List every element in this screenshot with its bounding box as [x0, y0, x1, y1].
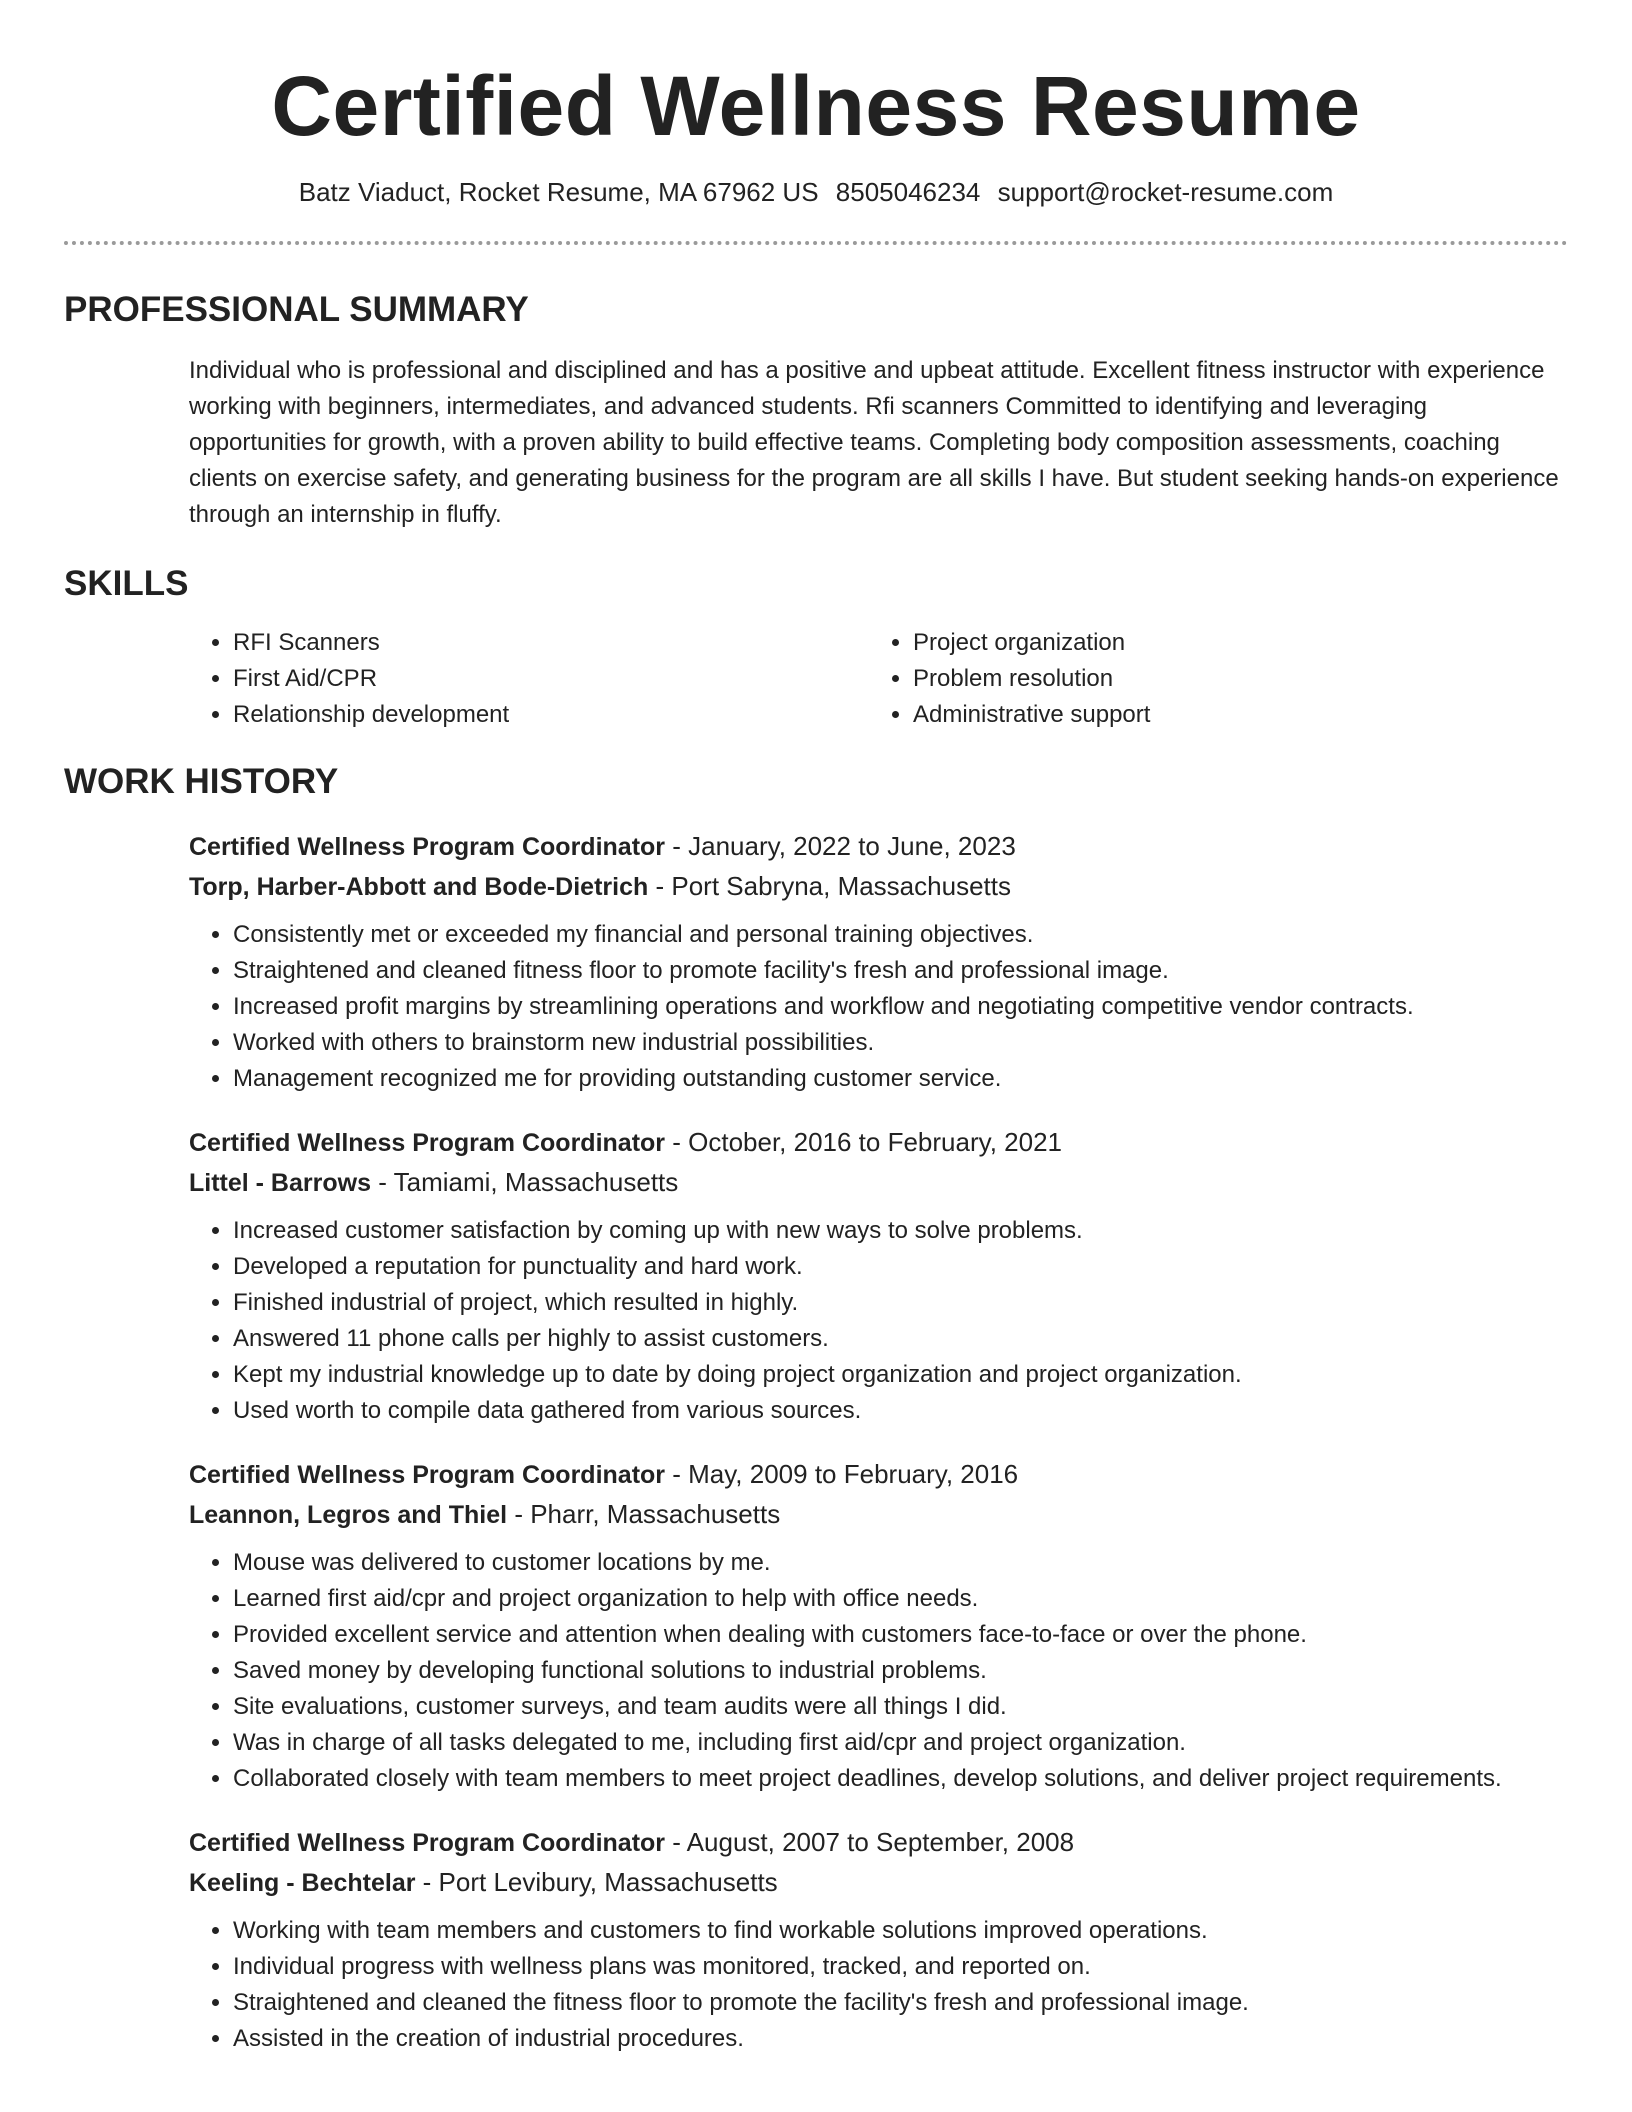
job-bullet: • Used worth to compile data gathered from various sources. [233, 1393, 1568, 1429]
job-title: Certified Wellness Program Coordinator [189, 833, 666, 861]
resume-page [64, 0, 1568, 2057]
job-bullet: • Kept my industrial knowledge up to date by doing project organization and project organization. [233, 1357, 1568, 1393]
job-company: Keeling - Bechtelar [189, 1869, 416, 1897]
job-bullet: • Assisted in the creation of industrial procedures. [233, 2021, 1568, 2057]
job-bullet: • Increased profit margins by streamlining operations and workflow and negotiating competitive vendor contracts. [233, 989, 1568, 1025]
job-dates: - May, 2009 to February, 2016 [665, 1459, 1019, 1489]
job-bullet: • Provided excellent service and attention when dealing with customers face-to-face or over the phone. [233, 1617, 1568, 1653]
job-company: Littel - Barrows [189, 1169, 371, 1197]
job-bullets [189, 1913, 1568, 2057]
job-bullet: • Site evaluations, customer surveys, and team audits were all things I did. [233, 1689, 1568, 1725]
job-bullet: • Working with team members and customers to find workable solutions improved operations. [233, 1913, 1568, 1949]
job-entry [189, 1455, 1568, 1797]
job-location: - Port Sabryna, Massachusetts [648, 871, 1011, 901]
skills-column-left [189, 625, 869, 733]
job-company-line [189, 1495, 1568, 1535]
skill-item: • Problem resolution [913, 661, 1549, 697]
job-company-line [189, 867, 1568, 907]
skill-item: • First Aid/CPR [233, 661, 869, 697]
job-title-line [189, 827, 1568, 867]
job-bullet: • Developed a reputation for punctuality and hard work. [233, 1249, 1568, 1285]
job-bullets [189, 1545, 1568, 1797]
job-bullet: • Management recognized me for providing outstanding customer service. [233, 1061, 1568, 1097]
job-title: Certified Wellness Program Coordinator [189, 1129, 666, 1157]
job-company-line [189, 1863, 1568, 1903]
contact-email: support@rocket-resume.com [997, 177, 1334, 207]
job-dates: - August, 2007 to September, 2008 [665, 1827, 1075, 1857]
job-title-line [189, 1123, 1568, 1163]
job-location: - Port Levibury, Massachusetts [415, 1867, 778, 1897]
job-entry [189, 1823, 1568, 2057]
contact-phone: 8505046234 [835, 177, 981, 207]
job-bullet: • Individual progress with wellness plans was monitored, tracked, and reported on. [233, 1949, 1568, 1985]
job-bullets [189, 1213, 1568, 1429]
job-title-line [189, 1455, 1568, 1495]
skill-item: • Relationship development [233, 697, 869, 733]
job-bullet: • Straightened and cleaned the fitness floor to promote the facility's fresh and professional image. [233, 1985, 1568, 2021]
skill-item: • Project organization [913, 625, 1549, 661]
job-company: Torp, Harber-Abbott and Bode-Dietrich [189, 873, 649, 901]
job-title-line [189, 1823, 1568, 1863]
job-entry [189, 827, 1568, 1097]
job-bullet: • Collaborated closely with team members to meet project deadlines, develop solutions, and deliver project requirements. [233, 1761, 1568, 1797]
contact-address: Batz Viaduct, Rocket Resume, MA 67962 US [298, 177, 819, 207]
job-company-line [189, 1163, 1568, 1203]
job-bullet: • Mouse was delivered to customer locations by me. [233, 1545, 1568, 1581]
job-bullet: • Increased customer satisfaction by coming up with new ways to solve problems. [233, 1213, 1568, 1249]
summary-heading: PROFESSIONAL SUMMARY [64, 290, 529, 329]
job-bullet: • Straightened and cleaned fitness floor to promote facility's fresh and professional image. [233, 953, 1568, 989]
header-divider [64, 241, 1568, 245]
skill-item: • Administrative support [913, 697, 1549, 733]
skills-heading: SKILLS [64, 564, 189, 603]
job-location: - Tamiami, Massachusetts [370, 1167, 679, 1197]
job-bullet: • Answered 11 phone calls per highly to assist customers. [233, 1321, 1568, 1357]
job-title: Certified Wellness Program Coordinator [189, 1829, 666, 1857]
job-bullet: • Was in charge of all tasks delegated to me, including first aid/cpr and project organization. [233, 1725, 1568, 1761]
job-company: Leannon, Legros and Thiel [189, 1501, 508, 1529]
job-location: - Pharr, Massachusetts [507, 1499, 781, 1529]
skills-list [189, 625, 1568, 733]
job-title: Certified Wellness Program Coordinator [189, 1461, 666, 1489]
job-bullet: • Saved money by developing functional solutions to industrial problems. [233, 1653, 1568, 1689]
resume-title: Certified Wellness Resume [271, 59, 1361, 153]
work-history-heading: WORK HISTORY [64, 762, 339, 801]
summary-text: Individual who is professional and disciplined and has a positive and upbeat attitude. Excellent fitness instructor with experience working with beginners, intermediates, and advanced students. Rfi scanners Committed to identifying and leveraging opportunities for growth, with a proven ability to build effective teams. Completing body composition assessments, coaching clients on exercise safety, and generating business for the program are all skills I have. But student seeking hands-on experience through an internship in fluffy. [189, 357, 1559, 528]
contact-line [64, 176, 1568, 208]
job-bullet: • Finished industrial of project, which resulted in highly. [233, 1285, 1568, 1321]
job-bullet: • Worked with others to brainstorm new industrial possibilities. [233, 1025, 1568, 1061]
job-entry [189, 1123, 1568, 1429]
skill-item: • RFI Scanners [233, 625, 869, 661]
job-bullet: • Learned first aid/cpr and project organization to help with office needs. [233, 1581, 1568, 1617]
skills-column-right [869, 625, 1549, 733]
job-bullet: • Consistently met or exceeded my financial and personal training objectives. [233, 917, 1568, 953]
job-bullets [189, 917, 1568, 1097]
job-dates: - October, 2016 to February, 2021 [665, 1127, 1062, 1157]
job-dates: - January, 2022 to June, 2023 [665, 831, 1016, 861]
